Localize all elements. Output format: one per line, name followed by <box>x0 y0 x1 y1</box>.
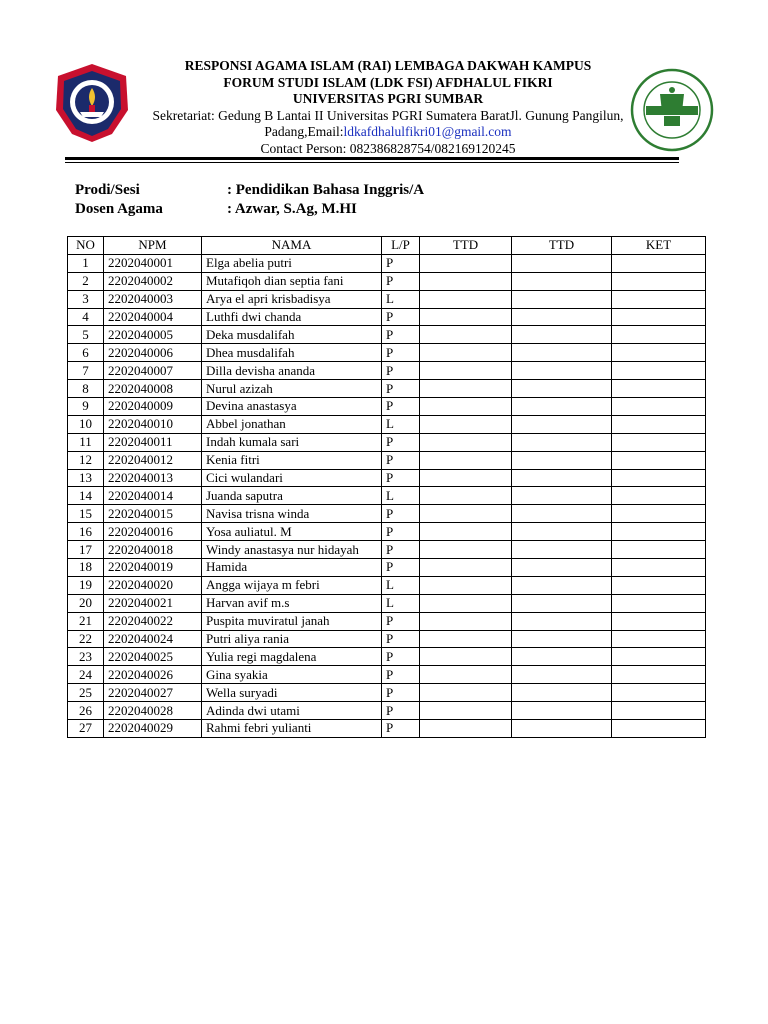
table-row <box>68 541 706 559</box>
cell-ket[interactable] <box>612 326 706 344</box>
cell-ket[interactable] <box>612 666 706 684</box>
cell-lp: P <box>382 326 420 344</box>
cell-ttd-2[interactable] <box>512 541 612 559</box>
cell-nama: Mutafiqoh dian septia fani <box>202 272 382 290</box>
cell-ket[interactable] <box>612 576 706 594</box>
cell-ttd-1[interactable] <box>420 505 512 523</box>
cell-nama: Putri aliya rania <box>202 630 382 648</box>
table-row <box>68 433 706 451</box>
cell-ttd-2[interactable] <box>512 648 612 666</box>
cell-lp: P <box>382 451 420 469</box>
col-header-ttd-2: TTD <box>512 237 612 255</box>
cell-no: 23 <box>68 648 104 666</box>
table-row <box>68 308 706 326</box>
cell-no: 16 <box>68 523 104 541</box>
cell-ttd-1[interactable] <box>420 415 512 433</box>
cell-no: 11 <box>68 433 104 451</box>
cell-npm: 2202040002 <box>104 272 202 290</box>
cell-nama: Dilla devisha ananda <box>202 362 382 380</box>
cell-ket[interactable] <box>612 308 706 326</box>
cell-ttd-1[interactable] <box>420 308 512 326</box>
table-row <box>68 290 706 308</box>
cell-lp: L <box>382 415 420 433</box>
cell-ttd-2[interactable] <box>512 612 612 630</box>
cell-ttd-2[interactable] <box>512 326 612 344</box>
cell-lp: L <box>382 290 420 308</box>
cell-npm: 2202040005 <box>104 326 202 344</box>
cell-nama: Elga abelia putri <box>202 254 382 272</box>
cell-ttd-2[interactable] <box>512 469 612 487</box>
cell-nama: Rahmi febri yulianti <box>202 720 382 738</box>
header-title-line1: RESPONSI AGAMA ISLAM (RAI) LEMBAGA DAKWAH KAMPUS <box>184 58 592 73</box>
cell-ket[interactable] <box>612 290 706 308</box>
cell-lp: P <box>382 684 420 702</box>
cell-nama: Arya el apri krisbadisya <box>202 290 382 308</box>
cell-ttd-1[interactable] <box>420 398 512 416</box>
cell-no: 19 <box>68 576 104 594</box>
cell-npm: 2202040028 <box>104 702 202 720</box>
cell-ttd-2[interactable] <box>512 398 612 416</box>
cell-ttd-1[interactable] <box>420 344 512 362</box>
email-link[interactable]: ldkafdhalulfikri01@gmail.com <box>343 124 512 139</box>
cell-lp: P <box>382 523 420 541</box>
cell-no: 7 <box>68 362 104 380</box>
cell-lp: P <box>382 541 420 559</box>
cell-ket[interactable] <box>612 684 706 702</box>
cell-no: 27 <box>68 720 104 738</box>
prodi-row <box>75 181 424 200</box>
cell-npm: 2202040021 <box>104 594 202 612</box>
cell-nama: Yosa auliatul. M <box>202 523 382 541</box>
cell-npm: 2202040008 <box>104 380 202 398</box>
cell-ket[interactable] <box>612 433 706 451</box>
dosen-label: Dosen Agama <box>75 201 163 217</box>
cell-npm: 2202040019 <box>104 559 202 577</box>
header-title-line3: UNIVERSITAS PGRI SUMBAR <box>292 91 484 106</box>
cell-ket[interactable] <box>612 648 706 666</box>
cell-nama: Juanda saputra <box>202 487 382 505</box>
cell-npm: 2202040018 <box>104 541 202 559</box>
secretariat-address: Sekretariat: Gedung B Lantai II Universitas PGRI Sumatera BaratJl. Gunung Pangilun, <box>152 107 624 123</box>
header-rule-thick <box>65 157 679 160</box>
table-row <box>68 523 706 541</box>
cell-ttd-1[interactable] <box>420 326 512 344</box>
cell-ket[interactable] <box>612 415 706 433</box>
cell-nama: Navisa trisna winda <box>202 505 382 523</box>
table-row <box>68 326 706 344</box>
table-row <box>68 451 706 469</box>
cell-lp: L <box>382 487 420 505</box>
col-header-ket: KET <box>612 237 706 255</box>
cell-lp: P <box>382 433 420 451</box>
cell-ttd-1[interactable] <box>420 362 512 380</box>
cell-ttd-1[interactable] <box>420 720 512 738</box>
cell-ket[interactable] <box>612 523 706 541</box>
cell-no: 2 <box>68 272 104 290</box>
table-row <box>68 362 706 380</box>
table-row <box>68 666 706 684</box>
cell-lp: P <box>382 648 420 666</box>
cell-ttd-2[interactable] <box>512 433 612 451</box>
cell-nama: Deka musdalifah <box>202 326 382 344</box>
cell-ket[interactable] <box>612 702 706 720</box>
cell-lp: P <box>382 720 420 738</box>
cell-nama: Adinda dwi utami <box>202 702 382 720</box>
col-header-no: NO <box>68 237 104 255</box>
header-title-line2: FORUM STUDI ISLAM (LDK FSI) AFDHALUL FIKRI <box>223 74 553 90</box>
letterhead <box>0 0 768 170</box>
cell-ket[interactable] <box>612 362 706 380</box>
table-row <box>68 254 706 272</box>
cell-ket[interactable] <box>612 451 706 469</box>
col-header-ttd-1: TTD <box>420 237 512 255</box>
cell-nama: Devina anastasya <box>202 398 382 416</box>
cell-ttd-1[interactable] <box>420 254 512 272</box>
cell-ttd-2[interactable] <box>512 290 612 308</box>
cell-no: 4 <box>68 308 104 326</box>
cell-nama: Windy anastasya nur hidayah <box>202 541 382 559</box>
cell-no: 22 <box>68 630 104 648</box>
contact-person: Contact Person: 082386828754/082169120245 <box>260 140 516 156</box>
cell-no: 1 <box>68 254 104 272</box>
cell-no: 8 <box>68 380 104 398</box>
cell-lp: P <box>382 469 420 487</box>
cell-npm: 2202040001 <box>104 254 202 272</box>
cell-ket[interactable] <box>612 469 706 487</box>
cell-lp: P <box>382 272 420 290</box>
cell-lp: P <box>382 505 420 523</box>
cell-ttd-2[interactable] <box>512 594 612 612</box>
cell-npm: 2202040025 <box>104 648 202 666</box>
cell-ttd-1[interactable] <box>420 702 512 720</box>
cell-ttd-1[interactable] <box>420 541 512 559</box>
table-row <box>68 344 706 362</box>
cell-no: 18 <box>68 559 104 577</box>
cell-npm: 2202040015 <box>104 505 202 523</box>
cell-ttd-2[interactable] <box>512 523 612 541</box>
table-row <box>68 487 706 505</box>
cell-lp: P <box>382 380 420 398</box>
cell-nama: Angga wijaya m febri <box>202 576 382 594</box>
cell-nama: Harvan avif m.s <box>202 594 382 612</box>
cell-no: 26 <box>68 702 104 720</box>
cell-no: 24 <box>68 666 104 684</box>
table-row <box>68 702 706 720</box>
cell-no: 9 <box>68 398 104 416</box>
cell-ket[interactable] <box>612 541 706 559</box>
cell-ttd-2[interactable] <box>512 559 612 577</box>
dosen-row <box>75 200 424 219</box>
cell-ttd-2[interactable] <box>512 308 612 326</box>
cell-ttd-1[interactable] <box>420 272 512 290</box>
cell-lp: P <box>382 254 420 272</box>
cell-ket[interactable] <box>612 720 706 738</box>
prodi-value: : Pendidikan Bahasa Inggris/A <box>227 182 425 198</box>
cell-ket[interactable] <box>612 272 706 290</box>
cell-ttd-1[interactable] <box>420 469 512 487</box>
cell-ttd-1[interactable] <box>420 559 512 577</box>
cell-npm: 2202040014 <box>104 487 202 505</box>
cell-ttd-1[interactable] <box>420 612 512 630</box>
cell-ttd-2[interactable] <box>512 380 612 398</box>
cell-lp: P <box>382 702 420 720</box>
cell-ttd-2[interactable] <box>512 630 612 648</box>
header-rule-thin <box>65 162 679 163</box>
cell-lp: P <box>382 630 420 648</box>
table-body <box>68 254 706 737</box>
city-email-prefix: Padang,Email: <box>264 124 344 139</box>
table-row <box>68 576 706 594</box>
cell-ttd-1[interactable] <box>420 666 512 684</box>
cell-nama: Dhea musdalifah <box>202 344 382 362</box>
cell-npm: 2202040022 <box>104 612 202 630</box>
cell-ttd-1[interactable] <box>420 684 512 702</box>
attendance-table <box>67 236 706 738</box>
cell-ket[interactable] <box>612 254 706 272</box>
cell-ttd-2[interactable] <box>512 720 612 738</box>
cell-npm: 2202040003 <box>104 290 202 308</box>
cell-nama: Yulia regi magdalena <box>202 648 382 666</box>
cell-ttd-2[interactable] <box>512 684 612 702</box>
university-logo-icon <box>52 62 132 144</box>
cell-npm: 2202040011 <box>104 433 202 451</box>
cell-ket[interactable] <box>612 505 706 523</box>
col-header-npm: NPM <box>104 237 202 255</box>
cell-ttd-1[interactable] <box>420 433 512 451</box>
cell-no: 14 <box>68 487 104 505</box>
cell-nama: Gina syakia <box>202 666 382 684</box>
cell-ttd-2[interactable] <box>512 505 612 523</box>
cell-nama: Kenia fitri <box>202 451 382 469</box>
letterhead-text <box>130 58 646 157</box>
cell-ttd-2[interactable] <box>512 576 612 594</box>
prodi-label: Prodi/Sesi <box>75 182 140 198</box>
table-row <box>68 684 706 702</box>
cell-lp: P <box>382 612 420 630</box>
cell-no: 25 <box>68 684 104 702</box>
cell-nama: Cici wulandari <box>202 469 382 487</box>
cell-ttd-1[interactable] <box>420 487 512 505</box>
cell-lp: P <box>382 666 420 684</box>
table-row <box>68 398 706 416</box>
cell-npm: 2202040013 <box>104 469 202 487</box>
table-row <box>68 594 706 612</box>
cell-ttd-1[interactable] <box>420 594 512 612</box>
table-row <box>68 648 706 666</box>
cell-ttd-2[interactable] <box>512 254 612 272</box>
cell-ttd-2[interactable] <box>512 362 612 380</box>
cell-ttd-2[interactable] <box>512 451 612 469</box>
cell-ttd-1[interactable] <box>420 630 512 648</box>
cell-no: 17 <box>68 541 104 559</box>
cell-ttd-2[interactable] <box>512 666 612 684</box>
session-meta <box>75 181 424 219</box>
cell-no: 3 <box>68 290 104 308</box>
cell-no: 10 <box>68 415 104 433</box>
cell-nama: Hamida <box>202 559 382 577</box>
cell-ttd-1[interactable] <box>420 451 512 469</box>
cell-no: 21 <box>68 612 104 630</box>
cell-npm: 2202040006 <box>104 344 202 362</box>
cell-npm: 2202040010 <box>104 415 202 433</box>
table-row <box>68 272 706 290</box>
cell-ttd-2[interactable] <box>512 702 612 720</box>
cell-ttd-1[interactable] <box>420 290 512 308</box>
cell-nama: Puspita muviratul janah <box>202 612 382 630</box>
cell-ttd-1[interactable] <box>420 576 512 594</box>
cell-npm: 2202040027 <box>104 684 202 702</box>
table-row <box>68 380 706 398</box>
cell-npm: 2202040007 <box>104 362 202 380</box>
cell-npm: 2202040004 <box>104 308 202 326</box>
cell-no: 20 <box>68 594 104 612</box>
col-header-nama: NAMA <box>202 237 382 255</box>
table-row <box>68 612 706 630</box>
cell-npm: 2202040020 <box>104 576 202 594</box>
table-row <box>68 559 706 577</box>
cell-lp: P <box>382 344 420 362</box>
cell-no: 12 <box>68 451 104 469</box>
cell-ket[interactable] <box>612 594 706 612</box>
table-header-row <box>68 237 706 255</box>
cell-npm: 2202040009 <box>104 398 202 416</box>
col-header-lp: L/P <box>382 237 420 255</box>
cell-no: 6 <box>68 344 104 362</box>
cell-npm: 2202040016 <box>104 523 202 541</box>
table-row <box>68 720 706 738</box>
cell-ket[interactable] <box>612 559 706 577</box>
cell-ttd-2[interactable] <box>512 487 612 505</box>
table-row <box>68 505 706 523</box>
cell-ttd-2[interactable] <box>512 344 612 362</box>
table-row <box>68 415 706 433</box>
cell-lp: P <box>382 559 420 577</box>
cell-no: 13 <box>68 469 104 487</box>
cell-ttd-1[interactable] <box>420 380 512 398</box>
cell-lp: P <box>382 398 420 416</box>
cell-npm: 2202040012 <box>104 451 202 469</box>
cell-lp: P <box>382 308 420 326</box>
cell-ket[interactable] <box>612 630 706 648</box>
cell-lp: L <box>382 576 420 594</box>
cell-no: 5 <box>68 326 104 344</box>
cell-ket[interactable] <box>612 344 706 362</box>
cell-nama: Luthfi dwi chanda <box>202 308 382 326</box>
cell-nama: Abbel jonathan <box>202 415 382 433</box>
ldk-fsi-logo-icon <box>630 68 714 152</box>
cell-no: 15 <box>68 505 104 523</box>
cell-ttd-2[interactable] <box>512 272 612 290</box>
cell-ttd-1[interactable] <box>420 523 512 541</box>
table-row <box>68 469 706 487</box>
cell-npm: 2202040024 <box>104 630 202 648</box>
table-row <box>68 630 706 648</box>
cell-ket[interactable] <box>612 380 706 398</box>
cell-ket[interactable] <box>612 487 706 505</box>
cell-ket[interactable] <box>612 612 706 630</box>
cell-nama: Nurul azizah <box>202 380 382 398</box>
cell-nama: Indah kumala sari <box>202 433 382 451</box>
cell-lp: L <box>382 594 420 612</box>
cell-ttd-2[interactable] <box>512 415 612 433</box>
cell-npm: 2202040029 <box>104 720 202 738</box>
city-email-line <box>130 124 646 141</box>
cell-npm: 2202040026 <box>104 666 202 684</box>
cell-lp: P <box>382 362 420 380</box>
cell-ket[interactable] <box>612 398 706 416</box>
cell-ttd-1[interactable] <box>420 648 512 666</box>
cell-nama: Wella suryadi <box>202 684 382 702</box>
dosen-value: : Azwar, S.Ag, M.HI <box>227 201 357 217</box>
